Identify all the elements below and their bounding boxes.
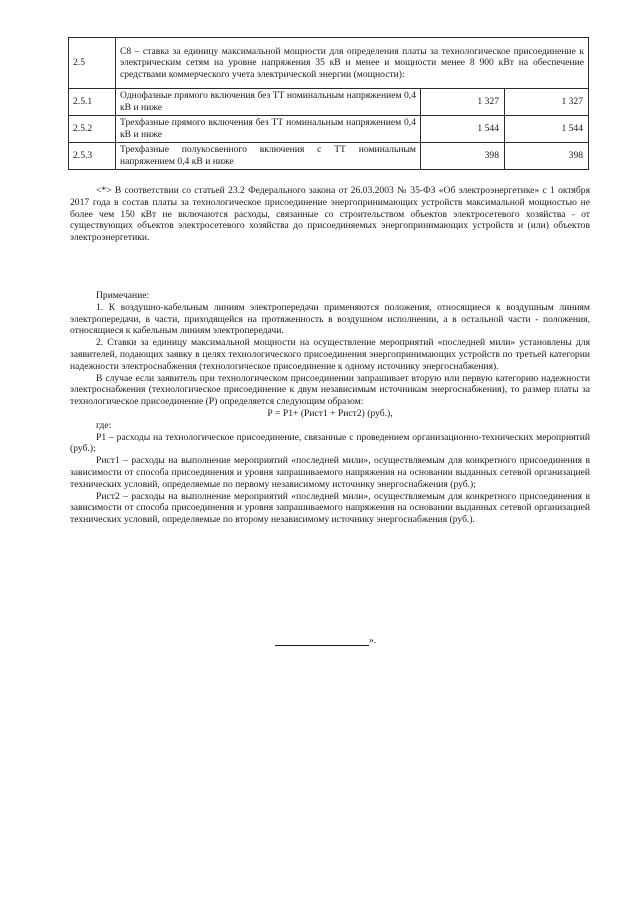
row-description: Трехфазные прямого включения без ТТ номинальным напряжением 0,4 кВ и ниже	[116, 116, 421, 143]
table-row	[69, 38, 589, 89]
footnote-text: <*> В соответствии со статьей 23.2 Федерального закона от 26.03.2003 № 35-ФЗ «Об электроэнергетике» с 1 октября 2017 года в состав платы за технологическое присоединение энергопринимающих устройств максимальной мощностью не более чем 150 кВт не включаются расходы, связанные со строительством объектов электросетевого хозяйства - от существующих объектов электросетевого хозяйства до присоединяемых энергопринимающих устройств и (или) объектов электроэнергетики.	[70, 185, 590, 244]
closing-quote: ».	[369, 635, 377, 646]
note-item: 1. К воздушно-кабельным линиям электропередачи применяются положения, относящиеся к воздушным линиям электропередачи, в части, приходящейся на протяженность в воздушном исполнении, а в остальной части - положения, относящиеся к кабельным линиям электропередачи.	[70, 301, 590, 337]
footnote	[70, 185, 590, 244]
table-row	[69, 116, 589, 143]
notes-heading: Примечание:	[96, 290, 150, 301]
row-value-1: 1 544	[421, 116, 505, 143]
row-description: Однофазные прямого включения без ТТ номинальным напряжением 0,4 кВ и ниже	[116, 89, 421, 116]
row-value-2: 1 327	[505, 89, 589, 116]
notes-section	[70, 290, 590, 526]
definition-item: Рист2 – расходы на выполнение мероприятий «последней мили», осуществляемым для конкретного присоединения в зависимости от способа присоединения и уровня запрашиваемого напряжения на основании выданных сетевой организацией технических условий, определяемые по второму независимому источнику энергоснабжения (руб.).	[70, 490, 590, 526]
row-value-2: 398	[505, 143, 589, 170]
row-value-1: 398	[421, 143, 505, 170]
closing-line	[275, 635, 385, 646]
definition-item: Р1 – расходы на технологическое присоединение, связанные с проведением организационно-технических мероприятий (руб.);	[70, 431, 590, 455]
row-number: 2.5.1	[69, 89, 116, 116]
row-description: C8 – ставка за единицу максимальной мощности для определения платы за технологическое присоединение к электрическим сетям на уровне напряжения 35 кВ и менее и мощности менее 8 900 кВт на обеспечение средствами коммерческого учета электрической энергии (мощности):	[116, 38, 589, 89]
table-row	[69, 143, 589, 170]
definition-item: Рист1 – расходы на выполнение мероприятий «последней мили», осуществляемым для конкретного присоединения в зависимости от способа присоединения и уровня запрашиваемого напряжения на основании выданных сетевой организацией технических условий, определяемые по первому независимому источнику энергоснабжения (руб.);	[70, 455, 590, 490]
where-label: где:	[96, 419, 112, 431]
blank-line	[275, 645, 369, 646]
row-value-1: 1 327	[421, 89, 505, 116]
row-number: 2.5.2	[69, 116, 116, 143]
row-value-2: 1 544	[505, 116, 589, 143]
note-item: В случае если заявитель при технологическом присоединении запрашивает вторую или первую категорию надежности электроснабжения (технологическое присоединение к двум независимым источникам энергоснабжения), то размер платы за технологическое присоединение (Р) определяется следующим образом:	[70, 372, 590, 408]
row-number: 2.5.3	[69, 143, 116, 170]
formula: Р = Р1+ (Рист1 + Рист2) (руб.),	[267, 407, 393, 419]
row-number: 2.5	[69, 38, 116, 89]
tariff-table	[68, 37, 589, 170]
note-item: 2. Ставки за единицу максимальной мощности на осуществление мероприятий «последней мили» установлены для заявителей, подающих заявку в целях технологического присоединения энергопринимающих устройств по третьей категории надежности электроснабжения (технологическое присоединение к одному источнику энергоснабжения).	[70, 337, 590, 372]
table-row	[69, 89, 589, 116]
row-description: Трехфазные полукосвенного включения с ТТ номинальным напряжением 0,4 кВ и ниже	[116, 143, 421, 170]
